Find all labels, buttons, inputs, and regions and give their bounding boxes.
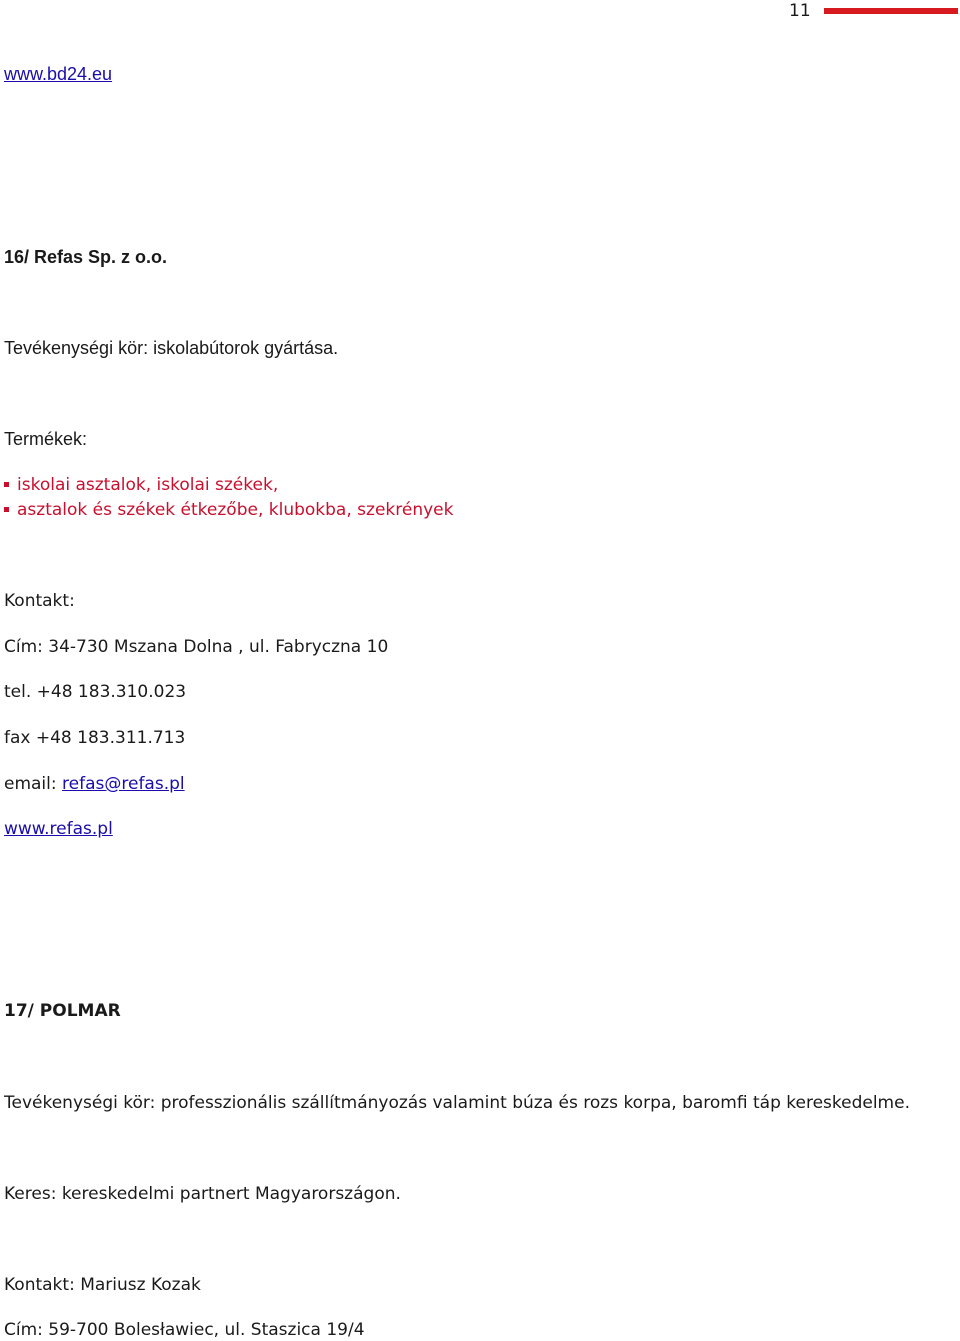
product-list-item (4, 474, 278, 496)
section-16-tel: tel. +48 183.310.023 (4, 682, 187, 702)
email-label: email: (4, 774, 57, 794)
website-link-refas[interactable]: www.refas.pl (4, 819, 113, 839)
section-16-address: Cím: 34-730 Mszana Dolna , ul. Fabryczna 10 (4, 637, 389, 657)
section-16-contact-label: Kontakt: (4, 591, 75, 611)
section-17-seeking: Keres: kereskedelmi partnert Magyarországon. (4, 1184, 401, 1204)
section-16-title: 16/ Refas Sp. z o.o. (4, 247, 168, 267)
product-text: asztalok és székek étkezőbe, klubokba, szekrények (17, 500, 454, 520)
section-16-fax: fax +48 183.311.713 (4, 728, 186, 748)
section-17-address: Cím: 59-700 Bolesławiec, ul. Staszica 19/4 (4, 1320, 365, 1340)
section-16-products-label: Termékek: (4, 429, 88, 449)
page-header-bar (824, 8, 958, 14)
section-17-contact: Kontakt: Mariusz Kozak (4, 1275, 201, 1295)
page-number: 11 (789, 1, 811, 21)
bullet-icon (4, 482, 9, 487)
section-16-activity: Tevékenységi kör: iskolabútorok gyártása. (4, 338, 339, 358)
product-text: iskolai asztalok, iskolai székek, (17, 475, 279, 495)
section-16-email-row (4, 773, 185, 795)
section-17-title: 17/ POLMAR (4, 1001, 121, 1021)
bullet-icon (4, 507, 9, 512)
email-link[interactable]: refas@refas.pl (62, 774, 185, 794)
product-list-item (4, 499, 453, 521)
website-link-bd24[interactable]: www.bd24.eu (4, 64, 113, 84)
section-17-activity: Tevékenységi kör: professzionális szállítmányozás valamint búza és rozs korpa, baromfi táp kereskedelme. (4, 1093, 910, 1113)
